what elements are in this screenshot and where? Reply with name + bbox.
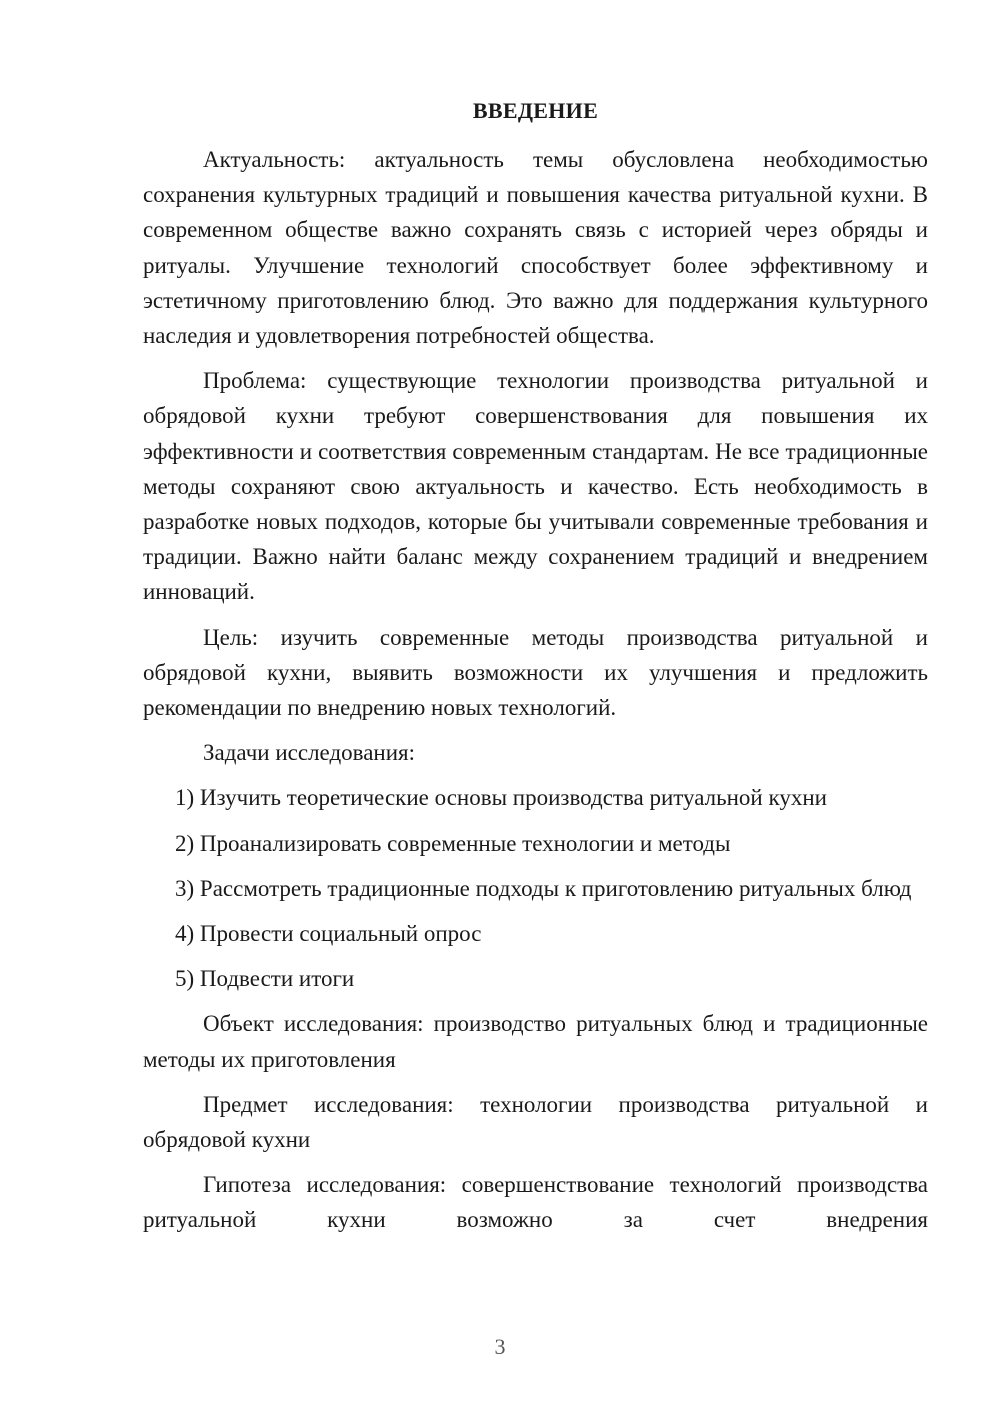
page-title: ВВЕДЕНИЕ [472,98,599,123]
task-item-4: 4) Провести социальный опрос [175,921,482,947]
paragraph-problem: Проблема: существующие технологии производства ритуальной и обрядовой кухни требуют совершенствования для повышения их эффективности и соответствия современным стандартам. Не все традиционные методы сохраняют свою актуальность и качество. Есть необходимость в разработке новых подходов, которые бы учитывали современные требования и традиции. Важно найти баланс между сохранением традиций и внедрением инноваций. [143,368,928,605]
page-number: 3 [494,1334,506,1359]
task-item-5: 5) Подвести итоги [175,966,355,992]
paragraph-hypothesis: Гипотеза исследования: совершенствование технологий производства ритуальной кухни возможно за счет внедрения [143,1172,928,1233]
task-item-3: 3) Рассмотреть традиционные подходы к приготовлению ритуальных блюд [175,875,912,901]
paragraph-relevance: Актуальность: актуальность темы обусловлена необходимостью сохранения культурных традиций и повышения качества ритуальной кухни. В современном обществе важно сохранять связь с историей через обряды и ритуалы. Улучшение технологий способствует более эффективному и эстетичному приготовлению блюд. Это важно для поддержания культурного наследия и удовлетворения потребностей общества. [143,147,928,349]
task-item-2: 2) Проанализировать современные технологии и методы [175,830,731,856]
paragraph-goal: Цель: изучить современные методы производства ритуальной и обрядовой кухни, выявить возможности их улучшения и предложить рекомендации по внедрению новых технологий. [143,624,928,721]
paragraph-subject: Предмет исследования: технологии производства ритуальной и обрядовой кухни [143,1091,928,1153]
paragraph-object: Объект исследования: производство ритуальных блюд и традиционные методы их приготовления [143,1011,928,1072]
task-item-1: 1) Изучить теоретические основы производства ритуальной кухни [175,785,827,811]
tasks-heading: Задачи исследования: [203,740,416,766]
document-body [143,142,928,1248]
